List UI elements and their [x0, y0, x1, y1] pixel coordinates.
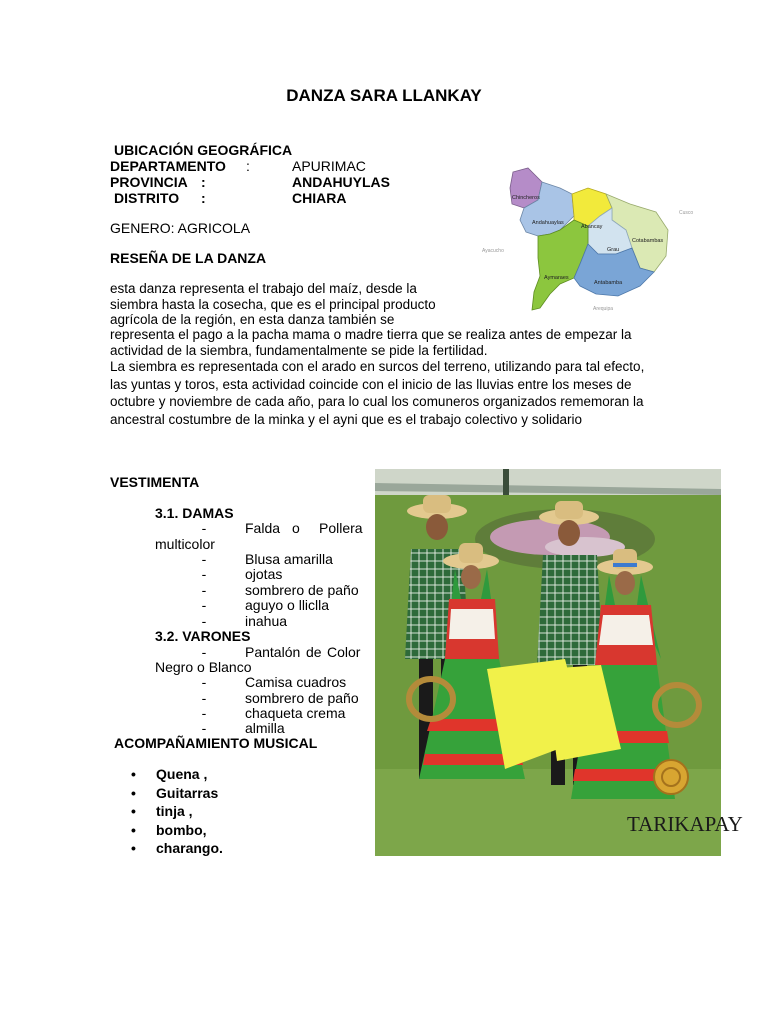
map-label-cusco: Cusco — [679, 210, 694, 216]
instrument-item: tinja , — [156, 803, 193, 819]
document-title: DANZA SARA LLANKAY — [286, 86, 482, 105]
damas-item: ojotas — [245, 566, 283, 582]
resena-line-5: actividad de la siembra, fundamentalmente se pide la fertilidad. — [110, 343, 488, 358]
varones-item: chaqueta crema — [245, 705, 346, 721]
departamento-label: DEPARTAMENTO — [110, 158, 226, 174]
map-label-aymaraes: Aymaraes — [544, 275, 569, 281]
resena-line-2: siembra hasta la cosecha, que es el principal producto — [110, 297, 436, 312]
damas-item-o: o — [292, 520, 300, 536]
instrument-item: bombo, — [156, 822, 207, 838]
dash: - — [201, 551, 207, 567]
dash: - — [201, 613, 207, 629]
resena-line-4: representa el pago a la pacha mama o madre tierra que se realiza antes de empezar la — [110, 327, 632, 342]
dash: - — [201, 597, 207, 613]
bullet: • — [131, 840, 136, 856]
varones-item-de: de — [306, 644, 322, 660]
dash: - — [201, 705, 207, 721]
dash: - — [201, 582, 207, 598]
map-label-chincheros: Chincheros — [512, 195, 540, 201]
acompanamiento-heading: ACOMPAÑAMIENTO MUSICAL — [114, 735, 318, 751]
damas-item: aguyo o lliclla — [245, 597, 330, 613]
ubicacion-heading: UBICACIÓN GEOGRÁFICA — [114, 142, 293, 158]
dancers-photo — [375, 469, 743, 856]
dash: - — [201, 720, 207, 736]
map-label-ayacucho: Ayacucho — [482, 248, 504, 254]
instrument-item: charango. — [156, 840, 223, 856]
varones-heading: 3.2. VARONES — [155, 628, 251, 644]
varones-item-color: Color — [327, 644, 361, 660]
genero-text: GENERO: AGRICOLA — [110, 220, 251, 236]
damas-item-pollera: Pollera — [319, 520, 363, 536]
instrument-item: Quena , — [156, 766, 208, 782]
resena-line-1: esta danza representa el trabajo del maíz, desde la — [110, 281, 417, 296]
bullet: • — [131, 785, 136, 801]
departamento-value: APURIMAC — [292, 158, 366, 174]
damas-item: Blusa amarilla — [245, 551, 333, 567]
map-label-grau: Grau — [607, 247, 620, 253]
map-label-abancay: Abancay — [581, 224, 603, 230]
map-label-arequipa: Arequipa — [593, 306, 614, 312]
vestimenta-heading: VESTIMENTA — [110, 474, 200, 490]
provincia-value: ANDAHUYLAS — [292, 174, 390, 190]
map-label-andahuaylas: Andahuaylas — [532, 220, 564, 226]
apurimac-map — [480, 160, 712, 318]
varones-item: almilla — [245, 720, 285, 736]
provincia-label: PROVINCIA — [110, 174, 188, 190]
distrito-separator: : — [201, 190, 206, 206]
varones-item: Camisa cuadros — [245, 674, 347, 690]
dash: - — [201, 674, 207, 690]
distrito-value: CHIARA — [292, 190, 347, 206]
bullet: • — [131, 803, 136, 819]
damas-item: inahua — [245, 613, 288, 629]
varones-item-negro-blanco: Negro o Blanco — [155, 659, 252, 675]
resena-paragraph-2: La siembra es representada con el arado en surcos del terreno, utilizando para tal efecto, las yuntas y toros, esta actividad coincide con el inicio de las lluvias entre los meses de octubre y noviembre de cada año, para lo cual los comuneros organizados rememoran la ancestral costumbre de la minka y el ayni que es el trabajo colectivo y solidario — [110, 359, 645, 427]
dash: - — [201, 566, 207, 582]
instrument-item: Guitarras — [156, 785, 219, 801]
damas-heading: 3.1. DAMAS — [155, 505, 234, 521]
resena-line-3: agrícola de la región, en esta danza también se — [110, 312, 395, 327]
bullet: • — [131, 766, 136, 782]
varones-item: sombrero de paño — [245, 690, 359, 706]
damas-item: sombrero de paño — [245, 582, 359, 598]
distrito-label: DISTRITO — [114, 190, 180, 206]
dash: - — [201, 520, 207, 536]
provincia-separator: : — [201, 174, 206, 190]
dash: - — [201, 690, 207, 706]
varones-item-pantalon: Pantalón — [245, 644, 301, 660]
damas-item-multicolor: multicolor — [155, 536, 215, 552]
departamento-separator: : — [246, 158, 250, 174]
damas-item-falda: Falda — [245, 520, 281, 536]
map-label-cotabambas: Cotabambas — [632, 238, 664, 244]
logo-text: TARIKAPAY — [627, 812, 743, 836]
map-label-antabamba: Antabamba — [594, 280, 623, 286]
resena-heading: RESEÑA DE LA DANZA — [110, 250, 267, 266]
bullet: • — [131, 822, 136, 838]
dash: - — [201, 644, 207, 660]
